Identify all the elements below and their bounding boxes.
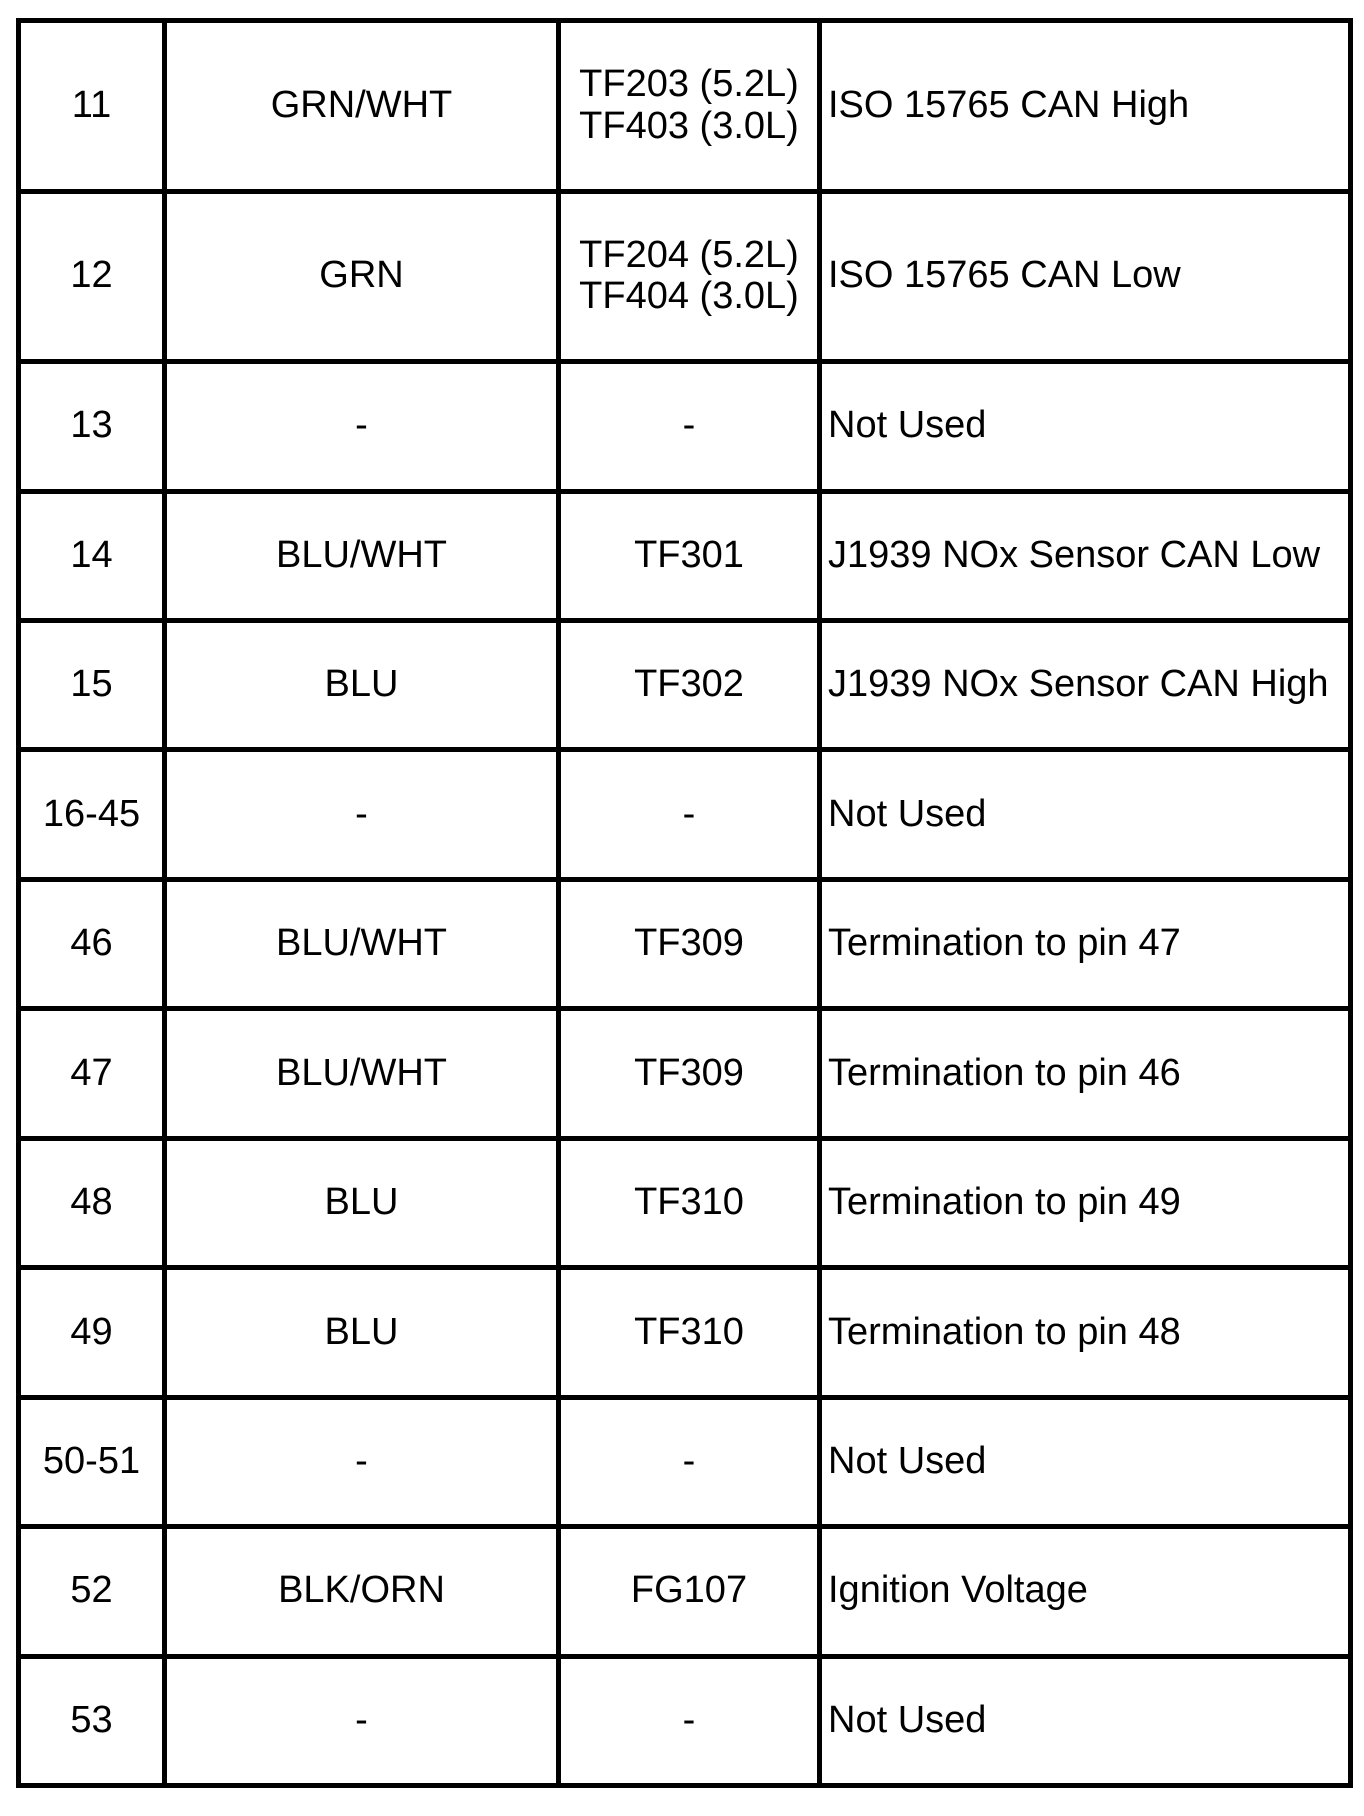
wire-color-cell: GRN/WHT: [165, 21, 559, 192]
circuit-cell: [559, 621, 820, 750]
pin-number-cell: 46: [19, 879, 165, 1008]
circuit-cell: [559, 191, 820, 362]
circuit-cell: [559, 491, 820, 620]
wire-color-cell: BLU: [165, 1268, 559, 1397]
description-cell: Termination to pin 46: [820, 1009, 1351, 1138]
circuit-cell: [559, 750, 820, 879]
connector-pinout-table-container: [16, 18, 1348, 1788]
circuit-line: TF404 (3.0L): [579, 275, 799, 318]
wire-color-cell: -: [165, 750, 559, 879]
pin-number-cell: 52: [19, 1527, 165, 1656]
table-row: [19, 750, 1351, 879]
wire-color-cell: -: [165, 1397, 559, 1526]
table-row: [19, 362, 1351, 491]
table-row: [19, 1138, 1351, 1267]
wire-color-cell: BLU/WHT: [165, 879, 559, 1008]
description-cell: Not Used: [820, 362, 1351, 491]
pin-number-cell: 12: [19, 191, 165, 362]
circuit-cell: [559, 1397, 820, 1526]
wire-color-cell: BLU/WHT: [165, 1009, 559, 1138]
wire-color-cell: BLU: [165, 1138, 559, 1267]
pin-number-cell: 50-51: [19, 1397, 165, 1526]
circuit-line: TF203 (5.2L): [579, 62, 799, 105]
circuit-cell: [559, 1009, 820, 1138]
circuit-line: TF310: [634, 1310, 744, 1353]
table-row: [19, 621, 1351, 750]
table-row: [19, 191, 1351, 362]
circuit-cell: [559, 21, 820, 192]
description-cell: Termination to pin 49: [820, 1138, 1351, 1267]
wire-color-cell: BLU/WHT: [165, 491, 559, 620]
circuit-cell: [559, 1656, 820, 1785]
wire-color-cell: GRN: [165, 191, 559, 362]
table-row: [19, 1397, 1351, 1526]
table-row: [19, 1009, 1351, 1138]
description-cell: J1939 NOx Sensor CAN High: [820, 621, 1351, 750]
connector-pinout-table: [16, 18, 1353, 1788]
wire-color-cell: BLK/ORN: [165, 1527, 559, 1656]
wire-color-cell: -: [165, 1656, 559, 1785]
circuit-line: TF302: [634, 663, 744, 706]
circuit-line: FG107: [630, 1569, 748, 1612]
wire-color-cell: BLU: [165, 621, 559, 750]
table-row: [19, 491, 1351, 620]
pin-number-cell: 15: [19, 621, 165, 750]
table-row: [19, 1656, 1351, 1785]
circuit-cell: [559, 1527, 820, 1656]
circuit-line: TF204 (5.2L): [579, 233, 799, 276]
circuit-cell: [559, 362, 820, 491]
circuit-cell: [559, 1138, 820, 1267]
circuit-cell: [559, 879, 820, 1008]
pin-number-cell: 13: [19, 362, 165, 491]
description-cell: Termination to pin 48: [820, 1268, 1351, 1397]
pin-number-cell: 11: [19, 21, 165, 192]
circuit-line: TF301: [634, 533, 744, 576]
table-body: [19, 21, 1351, 1786]
wire-color-cell: -: [165, 362, 559, 491]
circuit-line: -: [682, 1439, 696, 1482]
pin-number-cell: 53: [19, 1656, 165, 1785]
description-cell: ISO 15765 CAN Low: [820, 191, 1351, 362]
circuit-line: -: [682, 1698, 696, 1741]
description-cell: Not Used: [820, 750, 1351, 879]
description-cell: J1939 NOx Sensor CAN Low: [820, 491, 1351, 620]
pin-number-cell: 48: [19, 1138, 165, 1267]
pin-number-cell: 47: [19, 1009, 165, 1138]
circuit-line: -: [682, 404, 696, 447]
table-row: [19, 879, 1351, 1008]
table-row: [19, 1268, 1351, 1397]
table-row: [19, 21, 1351, 192]
table-row: [19, 1527, 1351, 1656]
description-cell: Not Used: [820, 1397, 1351, 1526]
circuit-line: TF309: [634, 922, 744, 965]
description-cell: Not Used: [820, 1656, 1351, 1785]
description-cell: Ignition Voltage: [820, 1527, 1351, 1656]
circuit-line: TF309: [634, 1051, 744, 1094]
circuit-cell: [559, 1268, 820, 1397]
pin-number-cell: 49: [19, 1268, 165, 1397]
pin-number-cell: 14: [19, 491, 165, 620]
description-cell: ISO 15765 CAN High: [820, 21, 1351, 192]
pin-number-cell: 16-45: [19, 750, 165, 879]
description-cell: Termination to pin 47: [820, 879, 1351, 1008]
circuit-line: -: [682, 792, 696, 835]
circuit-line: TF310: [634, 1181, 744, 1224]
circuit-line: TF403 (3.0L): [579, 104, 799, 147]
